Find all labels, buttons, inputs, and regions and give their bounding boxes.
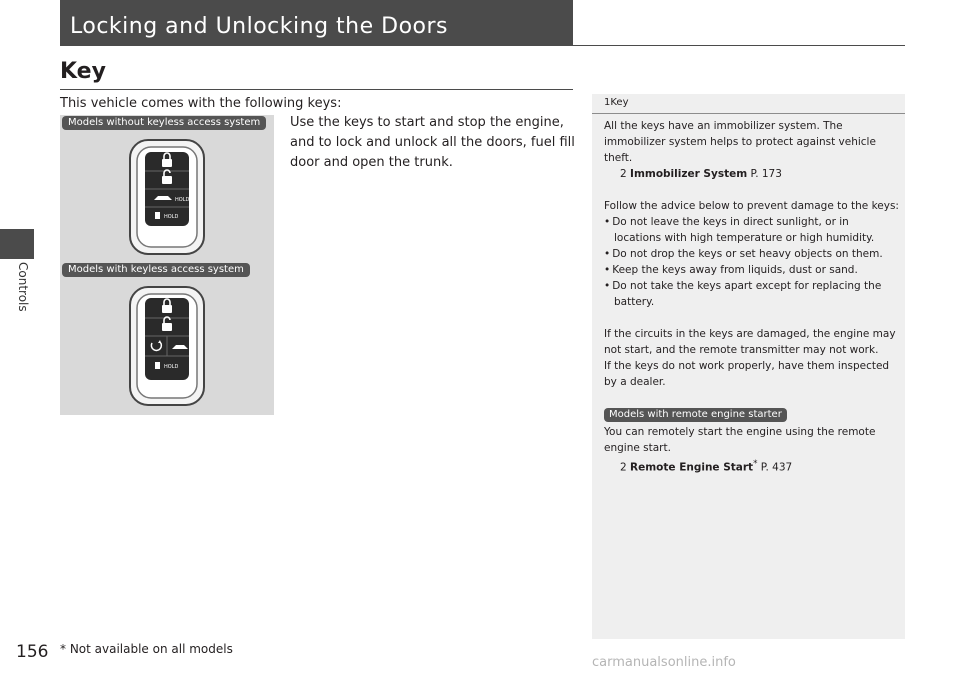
watermark: carmanualsonline.info <box>592 655 736 670</box>
note-rule <box>592 113 905 114</box>
note-body <box>604 118 904 476</box>
svg-text:HOLD: HOLD <box>175 197 190 203</box>
svg-text:HOLD: HOLD <box>164 214 179 220</box>
note-paragraph-remote-start: You can remotely start the engine using the remote engine start. <box>604 426 876 454</box>
panic-hold-icon <box>155 212 178 220</box>
advice-bullet-continued: battery. <box>614 296 655 308</box>
intro-text: This vehicle comes with the following keys: <box>60 96 342 111</box>
reference-page: P. 437 <box>760 461 793 474</box>
advice-bullet: • Keep the keys away from liquids, dust or sand. <box>604 262 904 278</box>
note-paragraph-advice: Follow the advice below to prevent damage to the keys: <box>604 200 899 212</box>
reference-page: P. 173 <box>750 168 782 180</box>
section-label: Controls <box>16 262 30 312</box>
reference-title: Remote Engine Start <box>630 461 754 474</box>
key-fob-standard <box>128 138 206 256</box>
advice-bullet: • Do not drop the keys or set heavy objects on them. <box>604 246 904 262</box>
note-paragraph-immobilizer: All the keys have an immobilizer system. The immobilizer system helps to protect against vehicle theft. <box>604 120 876 164</box>
section-tab <box>0 229 34 259</box>
advice-bullet: • Do not leave the keys in direct sunlight, or in <box>604 214 904 230</box>
availability-asterisk: * <box>753 459 758 469</box>
reference-title: Immobilizer System <box>630 168 748 180</box>
note-paragraph-dealer: If the keys do not work properly, have them inspected by a dealer. <box>604 360 890 388</box>
page-number: 156 <box>16 642 49 662</box>
model-label-remote-starter: Models with remote engine starter <box>604 408 787 422</box>
reference-remote-start[interactable] <box>604 456 904 476</box>
advice-bullet: • Do not take the keys apart except for replacing the <box>604 278 904 294</box>
key-description: Use the keys to start and stop the engine, and to lock and unlock all the doors, fuel fill door and open the trunk. <box>290 115 575 170</box>
reference-arrow-icon: 2 <box>620 461 627 474</box>
note-marker: 1 <box>604 97 611 108</box>
section-heading: Key <box>60 59 106 84</box>
svg-text:HOLD: HOLD <box>164 364 179 370</box>
footnote: * Not available on all models <box>60 642 233 656</box>
page-title: Locking and Unlocking the Doors <box>70 14 448 39</box>
reference-arrow-icon: 2 <box>620 168 627 180</box>
reference-immobilizer[interactable] <box>604 166 904 182</box>
heading-rule <box>60 89 573 90</box>
panic-hold-icon <box>155 362 178 370</box>
model-label-without-keyless: Models without keyless access system <box>62 116 266 130</box>
title-rule <box>573 45 905 46</box>
note-heading <box>604 97 629 108</box>
key-fob-keyless <box>128 285 206 407</box>
note-paragraph-damage: If the circuits in the keys are damaged, the engine may not start, and the remote transmitter may not work. <box>604 328 896 356</box>
note-title: Key <box>610 97 629 108</box>
advice-bullet-continued: locations with high temperature or high humidity. <box>614 232 875 244</box>
model-label-with-keyless: Models with keyless access system <box>62 263 250 277</box>
